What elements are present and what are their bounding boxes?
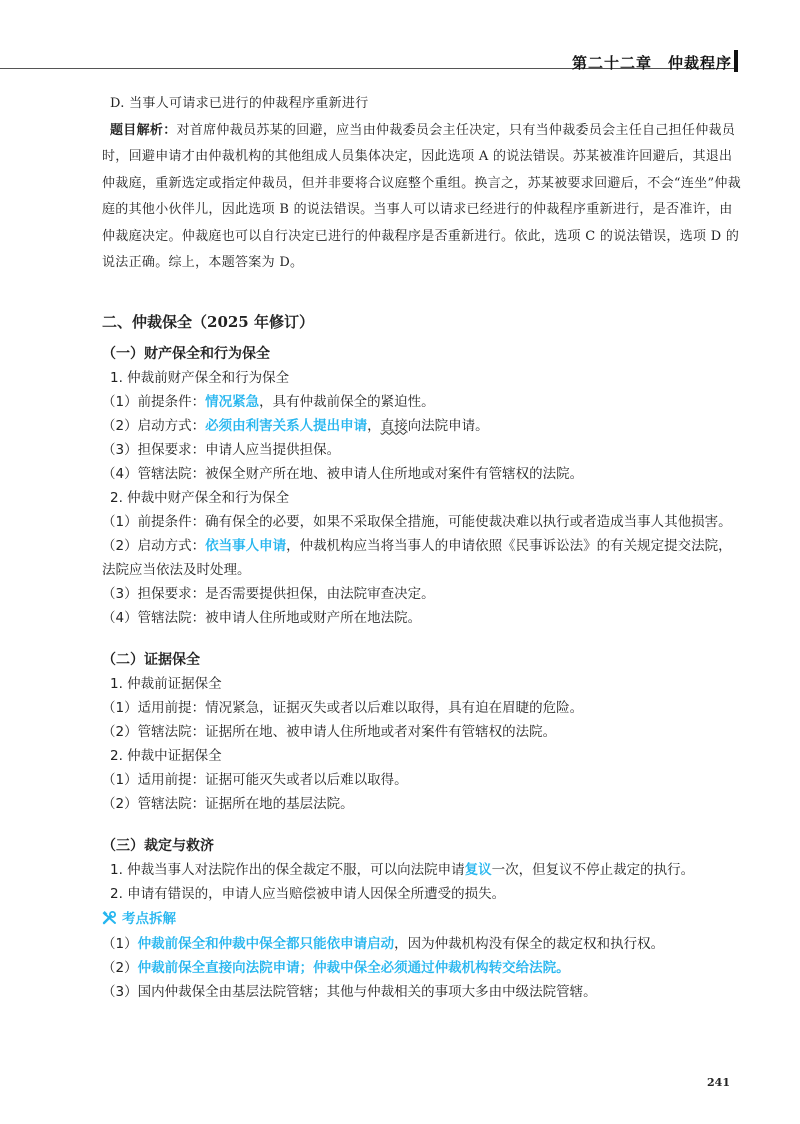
part3-item [102,858,742,882]
item-rest: 向法院申请。 [407,417,489,434]
chapter-number: 第二十二章 [571,54,652,72]
item-highlight: 仲裁前保全直接向法院申请；仲裁中保全必须通过仲裁机构转交给法院。 [137,959,570,976]
item-lead: 1. 仲裁当事人对法院作出的保全裁定不服，可以向法院申请 [110,861,465,878]
item-mid: ， [367,417,381,434]
part1-pre-title: 1. 仲裁前财产保全和行为保全 [110,369,290,386]
item-highlight: 复议 [464,861,492,878]
part2-pre-item: （2）管辖法院：证据所在地、被申请人住所地或者对案件有管辖权的法院。 [102,723,557,740]
header-bar [734,50,738,72]
item-highlight: 情况紧急 [205,393,260,410]
item-highlight: 仲裁前保全和仲裁中保全都只能依申请启动 [137,935,395,952]
tools-icon [102,911,118,925]
analysis-paragraph [102,118,742,277]
item-rest: ，具有仲裁前保全的紧迫性。 [259,393,435,410]
item-rest: 一次，但复议不停止裁定的执行。 [491,861,695,878]
item-lead: （1） [102,935,138,952]
part1-mid-item [102,534,742,582]
item-lead: （2）启动方式： [102,537,206,554]
page-header [0,0,800,80]
part1-pre-item [102,390,742,414]
item-lead: （2）启动方式： [102,417,206,434]
chapter-title: 仲裁程序 [667,54,732,72]
page-number: 241 [707,1076,730,1089]
item-lead: （2） [102,959,138,976]
kaodian-item [102,956,742,980]
part2-pre-title: 1. 仲裁前证据保全 [110,675,222,692]
item-wavy-underline: 直接 [380,417,408,434]
part1-title: （一）财产保全和行为保全 [102,345,270,362]
kaodian-item [102,932,742,956]
part2-pre-item: （1）适用前提：情况紧急，证据灭失或者以后难以取得，具有迫在眉睫的危险。 [102,699,584,716]
item-highlight: 必须由利害关系人提出申请 [205,417,368,434]
part1-mid-item: （3）担保要求：是否需要提供担保，由法院审查决定。 [102,585,435,602]
analysis-text: 对首席仲裁员苏某的回避，应当由仲裁委员会主任决定，只有当仲裁委员会主任自己担任仲裁员时，回避申请才由仲裁机构的其他组成人员集体决定，因此选项 A 的说法错误。苏某被准许回避后，其退出仲裁庭，重新选定或指定仲裁员，但并非要将合议庭整个重组。换言之，苏某被要求回避后，不会“连坐”仲裁庭的其他小伙伴儿，因此选项 B 的说法错误。当事人可以请求已经进行的仲裁程序重新进行，是否准许，由仲裁庭决定。仲裁庭也可以自行决定已进行的仲裁程序是否重新进行。依此，选项 C 的说法错误，选项 D 的说法正确。综上，本题答案为 D。 [102,122,741,270]
section-title: 二、仲裁保全（2025 年修订） [102,312,314,331]
chapter-heading [572,52,732,73]
kaodian-label: 考点拆解 [122,910,176,927]
kaodian-heading [102,906,742,932]
part1-mid-title: 2. 仲裁中财产保全和行为保全 [110,489,290,506]
page-content [102,91,742,1004]
item-lead: （1）前提条件： [102,393,206,410]
item-highlight: 依当事人申请 [205,537,287,554]
part2-mid-item: （2）管辖法院：证据所在地的基层法院。 [102,795,354,812]
part2-mid-item: （1）适用前提：证据可能灭失或者以后难以取得。 [102,771,408,788]
part1-pre-item [102,414,742,438]
item-rest: ，因为仲裁机构没有保全的裁定权和执行权。 [394,935,665,952]
part1-pre-item: （3）担保要求：申请人应当提供担保。 [102,441,341,458]
part3-title: （三）裁定与救济 [102,837,214,854]
part1-mid-item: （1）前提条件：确有保全的必要，如果不采取保全措施，可能使裁决难以执行或者造成当事人其他损害。 [102,513,732,530]
part3-item: 2. 申请有错误的，申请人应当赔偿被申请人因保全所遭受的损失。 [110,885,506,902]
option-d: D. 当事人可请求已进行的仲裁程序重新进行 [110,96,369,111]
part1-mid-item: （4）管辖法院：被申请人住所地或财产所在地法院。 [102,609,422,626]
part1-pre-item: （4）管辖法院：被保全财产所在地、被申请人住所地或对案件有管辖权的法院。 [102,465,584,482]
item-rest: ，仲裁机构应当将当事人的申请依照《民事诉讼法》的有关规定提交法院，法院应当依法及时处理。 [102,537,732,578]
part2-mid-title: 2. 仲裁中证据保全 [110,747,222,764]
kaodian-item: （3）国内仲裁保全由基层法院管辖；其他与仲裁相关的事项大多由中级法院管辖。 [102,983,597,1000]
part2-title: （二）证据保全 [102,651,200,668]
analysis-label: 题目解析： [110,122,177,138]
